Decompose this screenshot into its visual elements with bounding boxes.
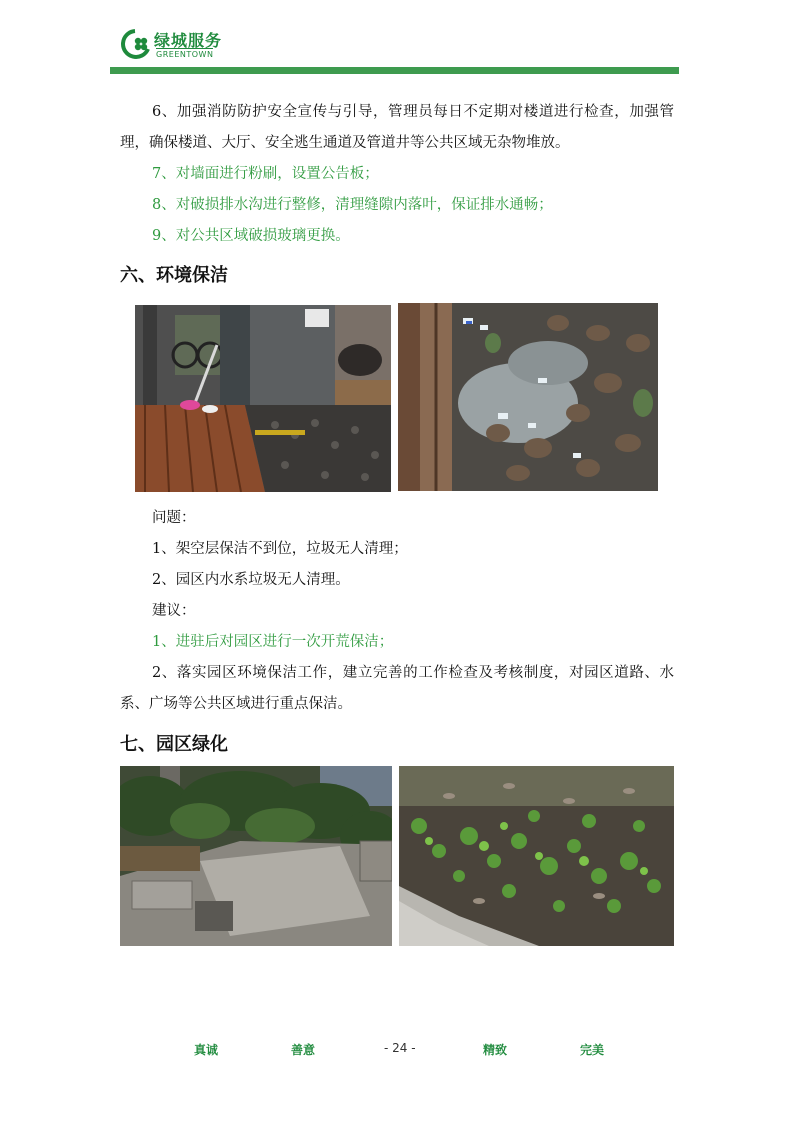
logo-english-name: GREENTOWN: [156, 50, 214, 59]
photo-stilt-floor: [135, 305, 391, 492]
photo-paved-corner: [120, 766, 392, 946]
footer-value-sincerity: 真诚: [194, 1043, 219, 1057]
problem-item-1: 1、架空层保洁不到位，垃圾无人清理；: [152, 541, 408, 557]
suggestion-item-1: 1、进驻后对园区进行一次开荒保洁；: [152, 634, 394, 650]
list-item-6: 6、加强消防防护安全宣传与引导，管理员每日不定期对楼道进行检查，加强管理，确保楼道、大厅、安全逃生通道及管道井等公共区域无杂物堆放。: [120, 104, 674, 151]
list-item-9: 9、对公共区域破损玻璃更换。: [152, 228, 350, 244]
clover-logo-icon: [120, 29, 150, 59]
company-logo: [120, 27, 230, 63]
footer-value-perfection: 完美: [580, 1043, 605, 1057]
section-heading-environment-cleaning: 六、环境保洁: [120, 265, 228, 286]
suggestion-item-2: 2、落实园区环境保洁工作，建立完善的工作检查及考核制度，对园区道路、水系、广场等公共区域进行重点保洁。: [120, 665, 674, 712]
page-number: - 24 -: [384, 1041, 416, 1055]
header-divider: [110, 67, 679, 74]
list-item-8: 8、对破损排水沟进行整修，清理缝隙内落叶，保证排水通畅；: [152, 197, 553, 213]
problem-item-2: 2、园区内水系垃圾无人清理。: [152, 572, 350, 588]
footer-value-refinement: 精致: [483, 1043, 508, 1057]
photo-water-channel: [398, 303, 658, 491]
logo-chinese-name: 绿城服务: [154, 31, 223, 50]
suggestion-label: 建议：: [152, 603, 196, 619]
photo-lawn-edge: [399, 766, 674, 946]
section-heading-landscaping: 七、园区绿化: [120, 734, 228, 755]
problem-label: 问题：: [152, 510, 196, 526]
list-item-7: 7、对墙面进行粉刷，设置公告板；: [152, 166, 379, 182]
footer-value-kindness: 善意: [291, 1043, 316, 1057]
